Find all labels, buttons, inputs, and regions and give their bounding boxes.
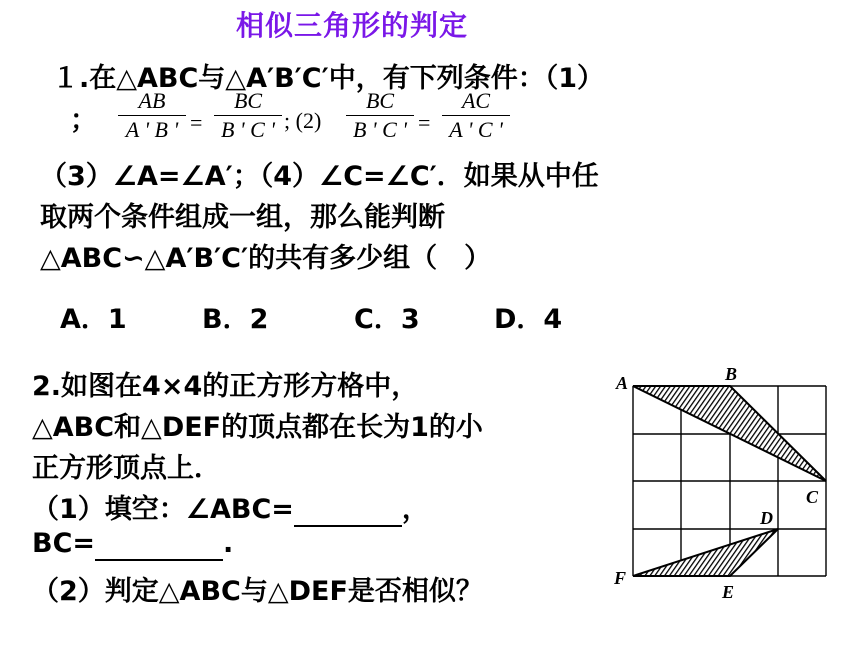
label-f: F [614,568,627,588]
q1-line5: △ABC∽△A′B′C′的共有多少组（ ） [40,243,492,274]
fraction-ac-denominator: A ' C ' [449,117,503,142]
label-e: E [722,582,735,602]
option-b: B．2 [202,304,269,335]
fraction-ab-denominator: A ' B ' [125,117,179,142]
q2-line6: （2）判定△ABC与△DEF是否相似？ [32,576,483,607]
fraction-bar [346,115,414,116]
option-a: A．1 [60,304,127,335]
equals-sign: = [418,110,431,135]
q2-line2: △ABC和△DEF的顶点都在长为1的小 [32,412,483,443]
label-c: C [806,487,819,507]
fraction-ac [442,88,510,143]
equals-sign: = [190,110,203,135]
q2-line4 [32,487,429,527]
fraction-bc [214,88,282,143]
q1-line1: １.在△ABC与△A′B′C′中，有下列条件：（1） [52,63,605,94]
condition-separator: ; (2) [284,108,322,133]
fraction-ab-numerator: AB [138,88,166,113]
option-d: D．4 [494,304,563,335]
label-b: B [725,364,738,384]
label-a: A [616,373,629,393]
fraction-bc-2-numerator: BC [365,88,395,113]
q2-fill-bc-label: BC= [32,528,96,559]
q2-period: . [223,528,234,559]
q1-line4: 取两个条件组成一组，那么能判断 [40,202,445,233]
page-title: 相似三角形的判定 [236,9,469,42]
answer-blank-angle [294,494,402,527]
q2-line1: 2.如图在4×4的正方形方格中， [32,371,419,402]
triangle-def [633,529,778,576]
grid-figure [600,360,840,605]
q2-line3: 正方形顶点上． [32,453,221,484]
q1-line3: （3）∠A=∠A′；（4）∠C=∠C′．如果从中任 [40,161,599,192]
fraction-ac-numerator: AC [461,88,491,113]
answer-blank-bc [95,528,223,561]
q1-semicolon: ； [70,105,97,136]
q2-comma: ， [401,494,429,525]
q2-fill-angle-label: （1）填空：∠ABC= [32,494,294,525]
fraction-ab [118,88,186,143]
option-c: C．3 [354,304,420,335]
fraction-bc-numerator: BC [233,88,263,113]
fraction-bar [214,115,282,116]
q2-line5 [32,528,233,561]
fraction-bar [118,115,186,116]
fraction-bc-denominator: B ' C ' [220,117,276,142]
fraction-bc-2 [346,88,414,143]
label-d: D [760,508,773,528]
fraction-bc-2-denominator: B ' C ' [352,117,408,142]
fraction-bar [442,115,510,116]
